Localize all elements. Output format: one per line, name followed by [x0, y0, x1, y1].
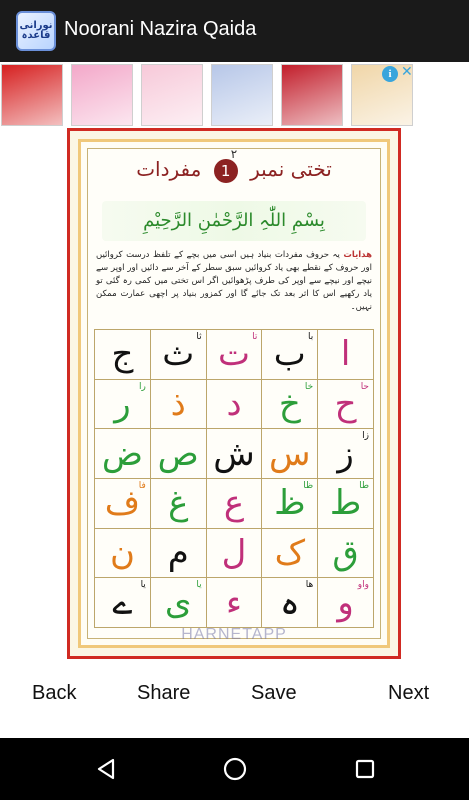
letter-cell: [207, 479, 263, 529]
letter-char: غ: [168, 483, 189, 524]
letter-char: ف: [104, 483, 141, 524]
talking-cat-game-ad[interactable]: [211, 64, 273, 126]
letter-char: ق: [332, 532, 359, 573]
letter-cell: [207, 380, 263, 430]
letter-pronunciation: طا: [359, 481, 369, 491]
letter-char: ذ: [170, 383, 186, 424]
next-button[interactable]: Next: [388, 676, 429, 710]
letter-pronunciation: ھا: [305, 580, 314, 591]
letter-cell: [151, 479, 207, 529]
letter-char: ج: [111, 334, 134, 375]
letter-cell: [151, 578, 207, 628]
letter-cell: [262, 578, 318, 628]
lesson-label: تختی نمبر: [250, 157, 332, 181]
letter-cell: [262, 380, 318, 430]
ad-close-icon[interactable]: ✕: [401, 64, 413, 80]
app-logo-icon: [16, 11, 56, 51]
letter-char: ک: [274, 532, 306, 573]
app-title: Noorani Nazira Qaida: [64, 18, 257, 40]
app-bar: [0, 0, 469, 62]
letter-cell: [95, 380, 151, 430]
letter-cell: [318, 578, 374, 628]
letter-char: م: [167, 532, 189, 573]
back-button[interactable]: Back: [32, 676, 76, 710]
back-triangle-icon[interactable]: [92, 755, 120, 783]
letter-cell: [95, 529, 151, 579]
letter-cell: [262, 529, 318, 579]
letter-cell: [262, 479, 318, 529]
app-icon-text: نورانی قاعدہ: [19, 20, 53, 41]
share-button[interactable]: Share: [137, 676, 190, 710]
letter-char: ش: [213, 433, 255, 474]
instructions-heading: ھدایات: [343, 250, 372, 260]
lesson-title: [88, 157, 380, 183]
instructions-text: یہ حروف مفردات بنیاد ہیں اسی میں بچے کے تلفظ درست کروائیں اور حروف کے نقطے بھی یاد کروائیں سبق سطر کے آخر سے دائیں اور اوپر سے نیچے اور نیچے سے اوپر کی طرف پڑھوائیں اگر اس تختی میں کمی رہ گئی تو یاد رکھیے اس کا اثر بعد تک جائے گا اور کمزور بنیاد پر اچھی عمارت ممکن نہیں۔: [96, 250, 372, 312]
letter-cell: [151, 380, 207, 430]
nail-art-game-ad[interactable]: [141, 64, 203, 126]
letter-cell: [207, 330, 263, 380]
letter-char: ہ: [279, 582, 300, 623]
ad-info-icon[interactable]: i: [382, 66, 398, 82]
letter-cell: [151, 529, 207, 579]
letter-char: ء: [226, 582, 243, 623]
letter-char: د: [226, 383, 242, 424]
letter-cell: [95, 429, 151, 479]
page-decorative-border: [78, 139, 390, 648]
letter-char: ح: [334, 383, 357, 424]
letter-pronunciation: یا: [140, 580, 146, 591]
letter-grid: [94, 329, 374, 628]
letter-char: ظ: [274, 483, 306, 524]
page-number: ۲: [230, 147, 238, 161]
system-nav-bar: [0, 738, 469, 800]
spider-hero-game-ad[interactable]: [281, 64, 343, 126]
ad-banner[interactable]: [0, 62, 469, 128]
letter-pronunciation: ظا: [303, 481, 314, 491]
page-content: [87, 147, 381, 643]
letter-char: س: [269, 433, 311, 474]
lesson-name: مفردات: [136, 157, 202, 181]
letter-cell: [207, 578, 263, 628]
letter-pronunciation: واو: [357, 580, 369, 591]
red-car-game-ad[interactable]: [1, 64, 63, 126]
recents-square-icon[interactable]: [351, 755, 379, 783]
letter-char: خ: [278, 383, 301, 424]
letter-char: ل: [221, 532, 247, 573]
letter-char: ع: [223, 483, 245, 524]
letter-pronunciation: فا: [138, 481, 146, 491]
letter-cell: [95, 578, 151, 628]
letter-char: ت: [218, 334, 251, 375]
letter-cell: [151, 330, 207, 380]
watermark-text: HARNETAPP: [181, 626, 287, 643]
letter-cell: [318, 429, 374, 479]
letter-cell: [207, 529, 263, 579]
qaida-page: [67, 128, 401, 659]
letter-char: ض: [101, 433, 143, 474]
letter-char: ی: [164, 582, 192, 623]
letter-char: ے: [112, 582, 133, 623]
bismillah-text: بِسْمِ اللّٰہِ الرَّحْمٰنِ الرَّحِیْمِ: [102, 201, 366, 241]
letter-cell: [151, 429, 207, 479]
letter-char: ا: [340, 334, 351, 375]
letter-pronunciation: زا: [362, 431, 369, 442]
letter-cell: [318, 380, 374, 430]
letter-cell: [262, 330, 318, 380]
lesson-number-badge: 1: [214, 159, 238, 183]
instructions: [96, 249, 372, 329]
letter-pronunciation: یا: [196, 580, 202, 591]
letter-char: ث: [162, 334, 195, 375]
letter-cell: [262, 429, 318, 479]
letter-cell: [95, 479, 151, 529]
letter-cell: [318, 479, 374, 529]
letter-char: ط: [329, 483, 362, 524]
letter-pronunciation: خا: [304, 381, 314, 392]
letter-char: ب: [273, 334, 306, 375]
letter-pronunciation: را: [138, 381, 146, 392]
letter-cell: [95, 330, 151, 380]
letter-pronunciation: حا: [360, 381, 369, 392]
letter-char: ص: [157, 433, 199, 474]
letter-char: و: [337, 582, 354, 623]
letter-cell: [207, 429, 263, 479]
letter-pronunciation: تا: [252, 332, 258, 342]
letter-pronunciation: با: [307, 332, 314, 342]
letter-char: ن: [109, 532, 135, 573]
pink-pig-game-ad[interactable]: [71, 64, 133, 126]
letter-char: ز: [337, 433, 354, 474]
letter-cell: [318, 529, 374, 579]
letter-cell: [318, 330, 374, 380]
save-button[interactable]: Save: [251, 676, 297, 710]
letter-pronunciation: ثا: [196, 332, 202, 342]
letter-char: ر: [114, 383, 131, 424]
home-circle-icon[interactable]: [221, 755, 249, 783]
